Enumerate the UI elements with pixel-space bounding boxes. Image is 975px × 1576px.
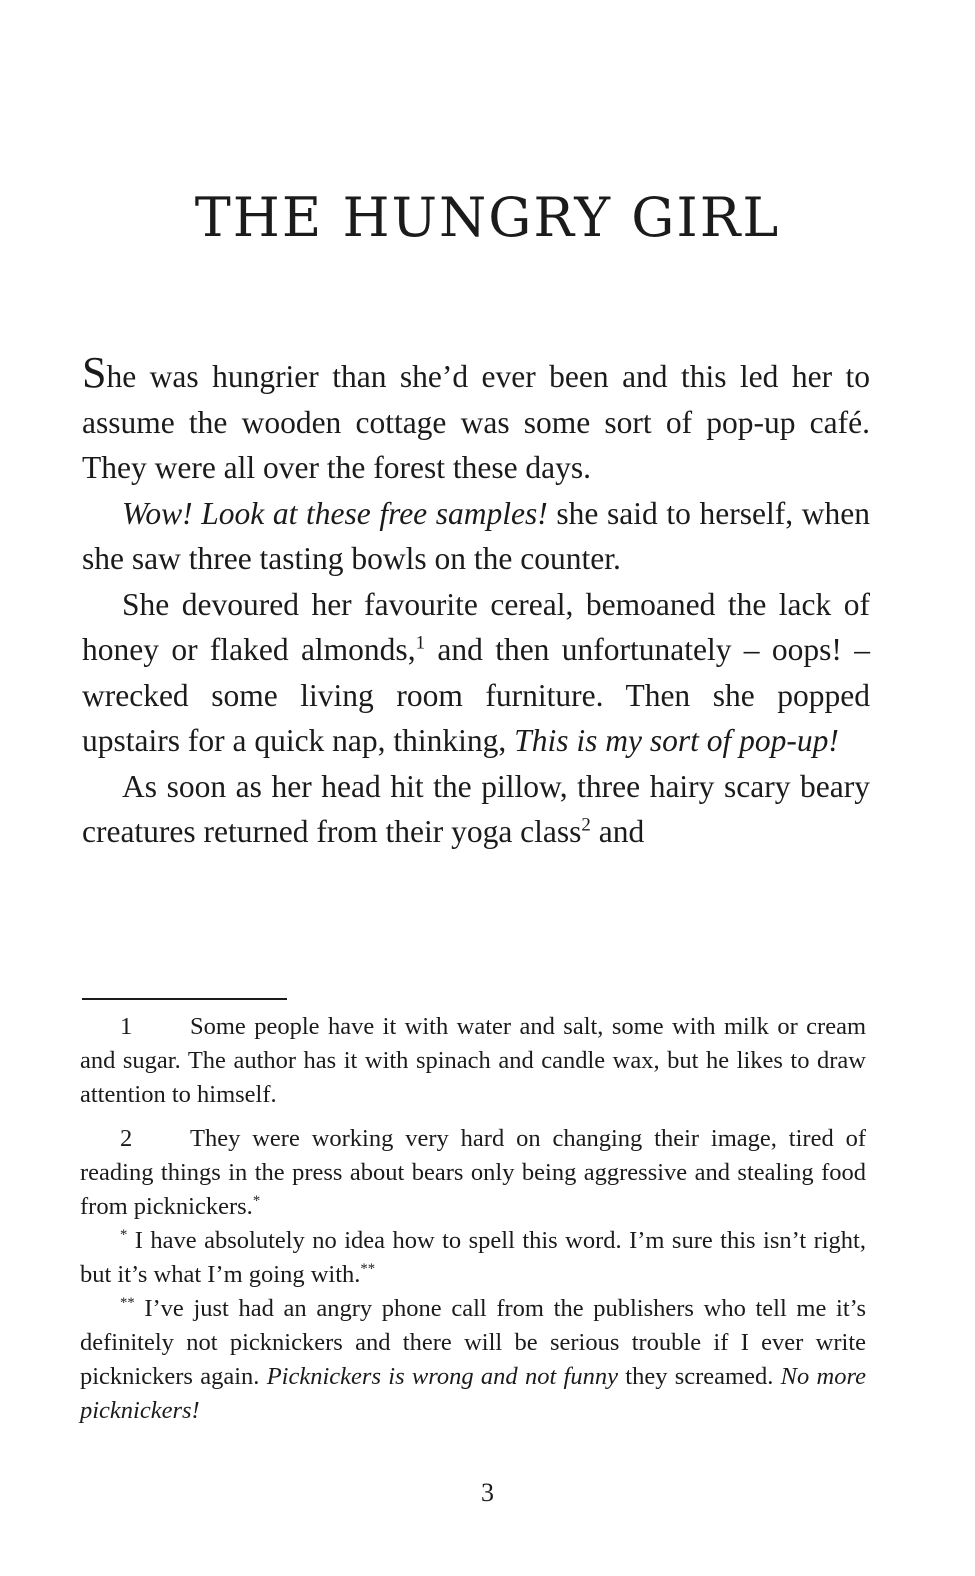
- footnote-star-2-italic-a: Picknickers is wrong and not funny: [266, 1363, 618, 1390]
- paragraph-3-text-a: She devoured her favourite cereal, bemoaned the lack of honey or flaked almonds,: [82, 586, 870, 667]
- paragraph-4-text-a: As soon as her head hit the pillow, three hairy scary beary creatures returned from their yoga class: [82, 768, 870, 849]
- drop-cap: S: [82, 348, 107, 397]
- body-text: [82, 350, 870, 855]
- paragraph-1: [82, 350, 870, 491]
- footnote-1-number: 1: [120, 1013, 133, 1040]
- page-number: 3: [481, 1478, 494, 1507]
- footnote-star-2-text: I’ve just had an angry phone call from the publishers who tell me it’s definitely not picknickers and there will be serious trouble if I ever write picknickers again.: [80, 1295, 866, 1390]
- footnote-2-text: They were working very hard on changing their image, tired of reading things in the press about bears only being aggressive and stealing food from picknickers.: [80, 1125, 866, 1220]
- footnote-star-2-text-b: they screamed.: [617, 1363, 781, 1390]
- footnote-star-2-mark: **: [120, 1294, 135, 1311]
- paragraph-2: [82, 491, 870, 582]
- footnote-star-1-text: I have absolutely no idea how to spell this word. I’m sure this isn’t right, but it’s what I’m going with.: [80, 1227, 866, 1288]
- footnote-1-text: Some people have it with water and salt, some with milk or cream and sugar. The author has it with spinach and candle wax, but he likes to draw attention to himself.: [80, 1013, 866, 1108]
- footnote-2-star-ref[interactable]: *: [252, 1192, 261, 1209]
- footnote-1: [80, 1010, 866, 1112]
- chapter-title: THE HUNGRY GIRL: [194, 186, 781, 249]
- footnotes: [80, 1010, 866, 1428]
- footnote-star-1-mark: *: [120, 1226, 128, 1243]
- paragraph-4-text-b: and: [590, 814, 645, 849]
- footnote-2-number: 2: [120, 1125, 133, 1152]
- paragraph-2-italic: Wow! Look at these free samples!: [122, 495, 548, 531]
- paragraph-1-text: he was hungrier than she’d ever been and this led her to assume the wooden cottage was some sort of pop-up café. They were all over the forest these days.: [82, 359, 870, 485]
- paragraph-3: [82, 582, 870, 764]
- paragraph-3-italic: This is my sort of pop-up!: [514, 723, 839, 758]
- footnote-star-1: [80, 1224, 866, 1292]
- footnote-divider: [82, 998, 287, 1000]
- paragraph-3-text-b: and then unfortunately – oops! – wrecked some living room furniture. Then she popped upstairs for a quick nap, thinking,: [82, 632, 870, 758]
- paragraph-4: [82, 764, 870, 855]
- footnote-ref-1[interactable]: 1: [415, 632, 426, 654]
- paragraph-2-text: she said to herself, when she saw three tasting bowls on the counter.: [82, 495, 870, 576]
- footnote-ref-2[interactable]: 2: [581, 814, 591, 836]
- footnote-star-2-italic-b: No more picknickers!: [80, 1363, 866, 1424]
- footnote-star-2: [80, 1292, 866, 1428]
- footnote-2: [80, 1122, 866, 1224]
- footnote-star-1-ref[interactable]: **: [360, 1260, 376, 1277]
